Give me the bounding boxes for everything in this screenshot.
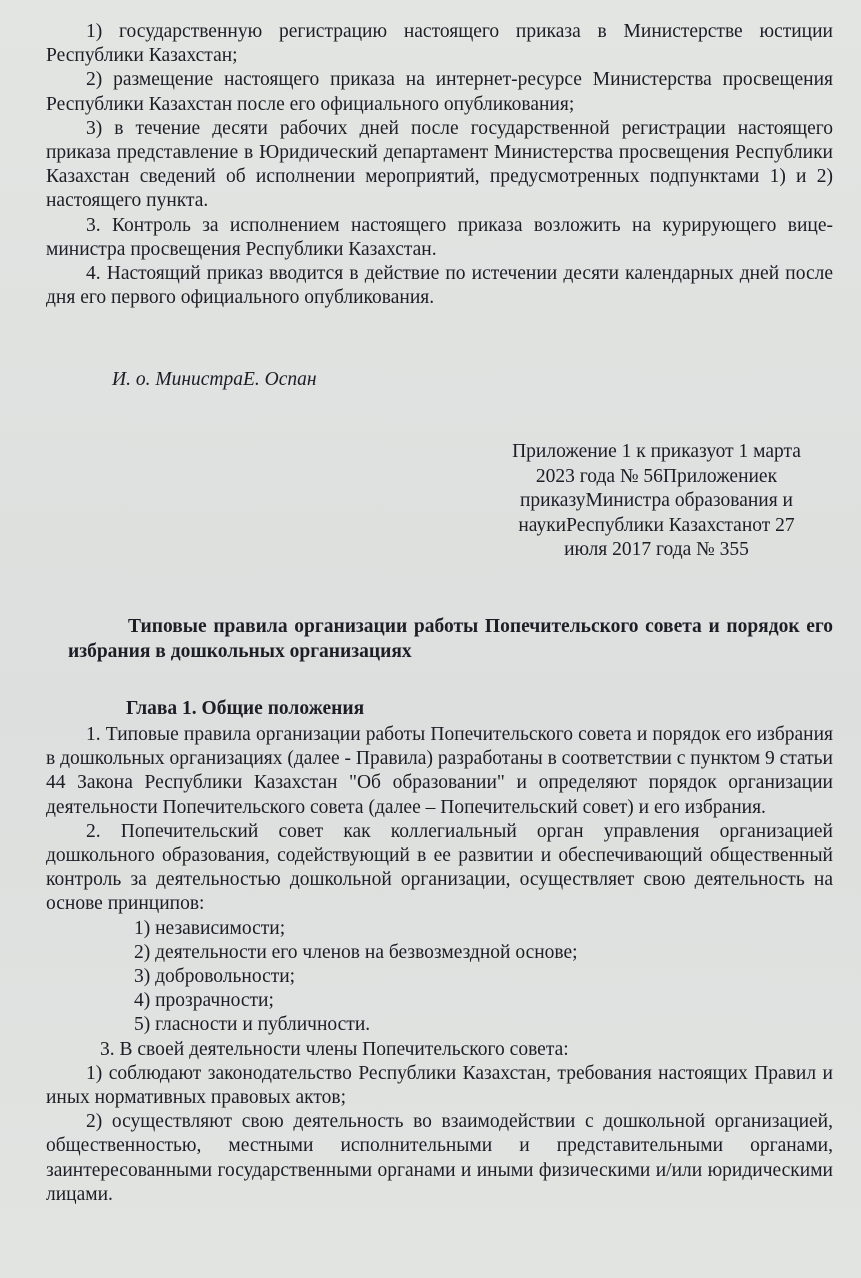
list-item: 4) прозрачности;: [134, 990, 274, 1012]
item-registration: 1) государственную регистрацию настоящего приказа в Министерстве юстиции Республики Казахстан;: [46, 21, 833, 67]
annex-line: приказуМинистра образования и: [519, 490, 793, 512]
signature: И. о. МинистраЕ. Оспан: [112, 369, 317, 391]
chapter-heading: Глава 1. Общие положения: [126, 697, 365, 719]
clause-3-1: 1) соблюдают законодательство Республики Казахстан, требования настоящих Правил и иных нормативных правовых актов;: [46, 1062, 833, 1108]
annex-line: Приложение 1 к приказуот 1 марта: [512, 441, 801, 463]
list-item: 2) деятельности его членов на безвозмездной основе;: [134, 941, 578, 963]
clause-2: 2. Попечительский совет как коллегиальный орган управления организацией дошкольного образования, содействующий в ее развитии и обеспечивающий общественный контроль за деятельностью дошкольной организации, осуществляет свою деятельность на основе принципов:: [46, 820, 833, 915]
item-publication: 2) размещение настоящего приказа на интернет-ресурсе Министерства просвещения Республики Казахстан после его официального опубликования;: [46, 69, 833, 115]
list-item: 5) гласности и публичности.: [134, 1014, 371, 1036]
annex-block: [484, 440, 829, 563]
annex-line: 2023 года № 56Приложениек: [535, 465, 778, 487]
clause-3-2: 2) осуществляют свою деятельность во взаимодействии с дошкольной организацией, общественностью, местными исполнительными и представительными органами, заинтересованными государственными органами и иными физическими и/или юридическими лицами.: [46, 1111, 833, 1205]
annex-line: июля 2017 года № 355: [564, 539, 749, 561]
item-report: 3) в течение десяти рабочих дней после государственной регистрации настоящего приказа представление в Юридический департамент Министерства просвещения Республики Казахстан сведений об исполнении мероприятий, предусмотренных подпунктами 1) и 2) настоящего пункта.: [46, 117, 833, 212]
clause-1: 1. Типовые правила организации работы Попечительского совета и порядок его избрания в дошкольных организациях (далее - Правила) разработаны в соответствии с пунктом 9 статьи 44 Закона Республики Казахстан "Об образовании" и определяют порядок организации деятельности Попечительского совета (далее – Попечительский совет) и его избрания.: [46, 723, 833, 818]
item-effective: 4. Настоящий приказ вводится в действие по истечении десяти календарных дней после дня его первого официального опубликования.: [46, 263, 833, 309]
document-title: Типовые правила организации работы Попечительского совета и порядок его избрания в дошкольных организациях: [68, 615, 833, 662]
annex-line: наукиРеспублики Казахстанот 27: [518, 514, 795, 536]
list-item: 3) добровольности;: [134, 965, 296, 987]
item-control: 3. Контроль за исполнением настоящего приказа возложить на курирующего вице-министра просвещения Республики Казахстан.: [46, 214, 833, 260]
principles-list: [46, 917, 833, 1038]
clause-3: 3. В своей деятельности члены Попечительского совета:: [100, 1038, 569, 1060]
list-item: 1) независимости;: [134, 917, 286, 939]
